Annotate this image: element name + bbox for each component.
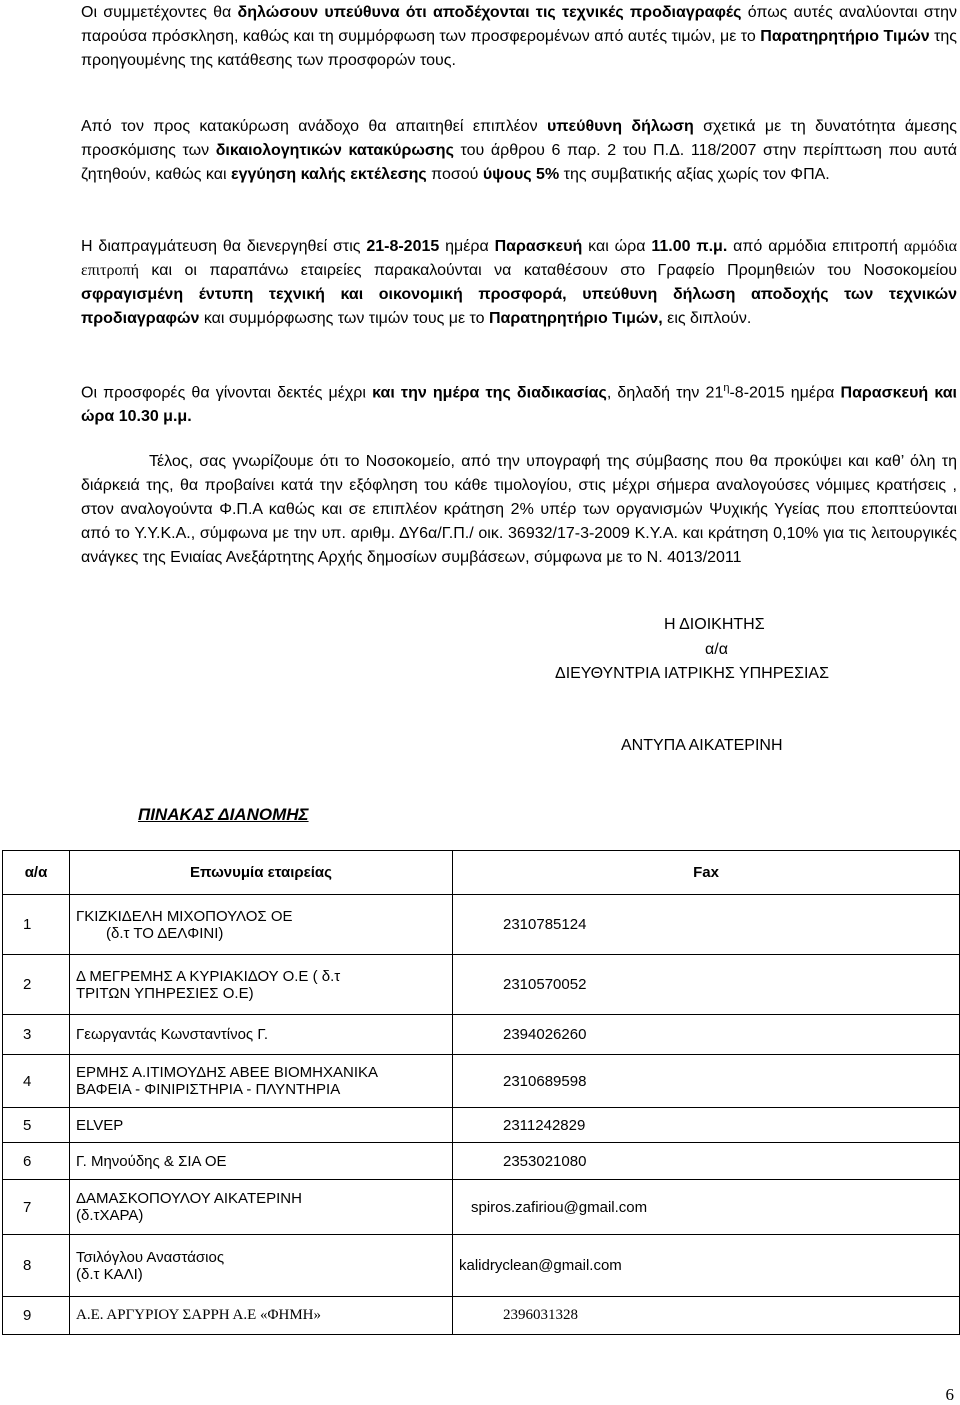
text: της προηγουμένης της κατάθεσης των προσφορών τους.: [81, 28, 958, 69]
fax-value: spiros.zafiriou@gmail.com: [453, 1180, 960, 1235]
company-line-1: Δ ΜΕΓΡΕΜΗΣ Α ΚΥΡΙΑΚΙΔΟΥ Ο.Ε ( δ.τ: [76, 967, 341, 985]
company-line-2: (δ.τ ΤΟ ΔΕΛΦΙΝΙ): [106, 924, 224, 942]
table-row: [3, 1015, 960, 1055]
company-line-2: (δ.τΧΑΡΑ): [76, 1207, 144, 1224]
bold-text: Παρατηρητήριο Τιμών,: [488, 310, 663, 327]
fax-value: 2396031328: [453, 1297, 960, 1335]
text: -8-2015 ημέρα: [729, 384, 841, 402]
company-line-1: ΕΡΜΗΣ Α.ΙΤΙΜΟΥΔΗΣ ΑΒΕΕ ΒΙΟΜΗΧΑΝΙΚΑ: [76, 1064, 379, 1081]
paragraph-contractor: [81, 115, 957, 187]
page-number: 6: [945, 1385, 954, 1404]
signature-role: ΔΙΕΥΘΥΝΤΡΙΑ ΙΑΤΡΙΚΗΣ ΥΠΗΡΕΣΙΑΣ: [555, 665, 829, 682]
text: της συμβατικής αξίας χωρίς τον ΦΠΑ.: [559, 166, 830, 183]
company-name: [70, 1235, 453, 1297]
text: Από τον προς κατακύρωση ανάδοχο θα απαιτηθεί επιπλέον: [81, 118, 547, 135]
bold-text: δηλώσουν υπεύθυνα ότι αποδέχονται τις τεχνικές προδιαγραφές: [237, 4, 742, 21]
row-number: 1: [3, 895, 70, 955]
bold-text: σφραγισμένη έντυπη τεχνική και οικονομική προσφορά, υπεύθυνη δήλωση αποδοχής των τεχνικών προδιαγραφών: [81, 286, 957, 327]
company-line-1: ΓΚΙΖΚΙΔΕΛΗ ΜΙΧΟΠΟΥΛΟΣ ΟΕ: [76, 907, 293, 925]
row-number: 3: [3, 1015, 70, 1055]
table-row: [3, 1055, 960, 1108]
table-header-row: [3, 851, 960, 895]
text: του άρθρου 6 παρ. 2 του Π.Δ. 118/2007 στην περίπτωση που αυτά ζητηθούν, καθώς και: [81, 142, 957, 183]
paragraph-deadline: [81, 376, 957, 429]
fax-value: 2310570052: [453, 955, 960, 1015]
bold-text: ύψους 5%: [482, 166, 560, 183]
company-name: Α.Ε. ΑΡΓΥΡΙΟΥ ΣΑΡΡΗ Α.Ε «ΦΗΜΗ»: [70, 1297, 453, 1335]
fax-value: 2394026260: [453, 1015, 960, 1055]
company-line-1: ΔΑΜΑΣΚΟΠΟΥΛΟΥ ΑΙΚΑΤΕΡΙΝΗ: [76, 1190, 302, 1207]
text: ποσού: [426, 166, 483, 183]
header-company: Επωνυμία εταιρείας: [70, 851, 453, 895]
serif-text: αρμόδια επιτροπή: [81, 238, 958, 279]
table-row: [3, 1108, 960, 1143]
paragraph-negotiation: [81, 235, 957, 331]
bold-text: και την ημέρα της διαδικασίας: [372, 384, 607, 402]
text: και ώρα: [582, 238, 652, 255]
row-number: 8: [3, 1235, 70, 1297]
table-title: ΠΙΝΑΚΑΣ ΔΙΑΝΟΜΗΣ: [138, 805, 309, 824]
company-name: [70, 955, 453, 1015]
text: Οι συμμετέχοντες θα: [81, 4, 238, 21]
text: ημέρα: [439, 238, 495, 255]
signature-aa: α/α: [705, 641, 728, 658]
company-line-1: Τσιλόγλου Αναστάσιος: [76, 1248, 225, 1266]
paragraph-deductions: [81, 450, 957, 570]
text: Οι προσφορές θα γίνονται δεκτές μέχρι: [81, 384, 373, 402]
company-line-2: (δ.τ ΚΑΛΙ): [76, 1265, 143, 1283]
paragraph-compliance: [81, 1, 957, 73]
row-number: 9: [3, 1297, 70, 1335]
table-row: [3, 895, 960, 955]
signature-title: Η ΔΙΟΙΚΗΤΗΣ: [664, 616, 765, 633]
text: , δηλαδή την 21: [606, 384, 724, 402]
company-line-2: ΒΑΦΕΙΑ - ΦΙΝΙΡΙΣΤΗΡΙΑ - ΠΛΥΝΤΗΡΙΑ: [76, 1081, 341, 1098]
company-name: [70, 1055, 453, 1108]
superscript: η: [723, 382, 730, 394]
table-row: [3, 955, 960, 1015]
table-row: [3, 1297, 960, 1335]
bold-text: Παρασκευή: [494, 238, 583, 255]
company-name: Γεωργαντάς Κωνσταντίνος Γ.: [70, 1015, 453, 1055]
fax-value: 2310785124: [453, 895, 960, 955]
row-number: 2: [3, 955, 70, 1015]
bold-text: Παρασκευή και ώρα 10.30 μ.μ.: [81, 384, 958, 426]
company-name: [70, 1180, 453, 1235]
text: σχετικά με τη δυνατότητα άμεσης προσκόμισης των: [81, 118, 957, 159]
text: από αρμόδια επιτροπή: [727, 238, 904, 255]
distribution-table: [2, 850, 960, 1335]
fax-value: kalidryclean@gmail.com: [453, 1235, 960, 1297]
row-number: 4: [3, 1055, 70, 1108]
text: Τέλος, σας γνωρίζουμε ότι το Νοσοκομείο, από την υπογραφή της σύμβασης που θα προκύψει και καθ’ όλη τη διάρκειά της, θα προβαίνει κατά την εξόφληση του κάθε τιμολογίου, στις μέχρι σήμερα αναλογούσες νόμιμες κρατήσεις , στον αναλογούντα Φ.Π.Α καθώς και σε επιπλέον κράτηση 2% υπέρ των οργανισμών Ψυχικής Υγείας που εποπτεύονται από το Υ.Υ.Κ.Α., σύμφωνα με την υπ. αριθμ. ΔΥ6α/Γ.Π./ οικ. 36932/17-3-2009 Κ.Υ.Α. και κράτηση 0,10% για τις λειτουργικές ανάγκες της Ενιαίας Ανεξάρτητης Αρχής δημοσίων συμβάσεων, σύμφωνα με το Ν. 4013/2011: [81, 453, 957, 566]
text: Η διαπραγμάτευση θα διενεργηθεί στις: [81, 238, 367, 255]
text: εις διπλούν.: [662, 310, 752, 327]
text: και συμμόρφωσης των τιμών τους με το: [199, 310, 489, 327]
text: όπως αυτές αναλύονται στην παρούσα πρόσκληση, καθώς και τη συμμόρφωση των προσφερομένων από αυτές τιμών, με το: [81, 4, 958, 45]
bold-text: δικαιολογητικών κατακύρωσης: [215, 142, 454, 159]
header-fax: Fax: [453, 851, 960, 895]
fax-value: 2311242829: [453, 1108, 960, 1143]
bold-text: 11.00 π.μ.: [651, 238, 728, 255]
bold-text: εγγύηση καλής εκτέλεσης: [230, 166, 427, 183]
company-name: ELVEP: [70, 1108, 453, 1143]
table-row: [3, 1180, 960, 1235]
row-number: 7: [3, 1180, 70, 1235]
company-line-2: ΤΡΙΤΩΝ ΥΠΗΡΕΣΙΕΣ Ο.Ε): [76, 984, 254, 1002]
company-name: Γ. Μηνούδης & ΣΙΑ ΟΕ: [70, 1143, 453, 1180]
bold-text: Παρατηρητήριο Τιμών: [760, 28, 930, 45]
signature-name: ΑΝΤΥΠΑ ΑΙΚΑΤΕΡΙΝΗ: [621, 737, 783, 754]
company-name: [70, 895, 453, 955]
table-row: [3, 1143, 960, 1180]
row-number: 6: [3, 1143, 70, 1180]
bold-text: 21-8-2015: [366, 238, 440, 255]
fax-value: 2310689598: [453, 1055, 960, 1108]
fax-value: 2353021080: [453, 1143, 960, 1180]
text: και οι παραπάνω εταιρείες παρακαλούνται να καταθέσουν στο Γραφείο Προμηθειών του Νοσοκομείου: [138, 262, 957, 279]
row-number: 5: [3, 1108, 70, 1143]
header-aa: α/α: [3, 851, 70, 895]
table-row: [3, 1235, 960, 1297]
bold-text: υπεύθυνη δήλωση: [546, 118, 694, 135]
